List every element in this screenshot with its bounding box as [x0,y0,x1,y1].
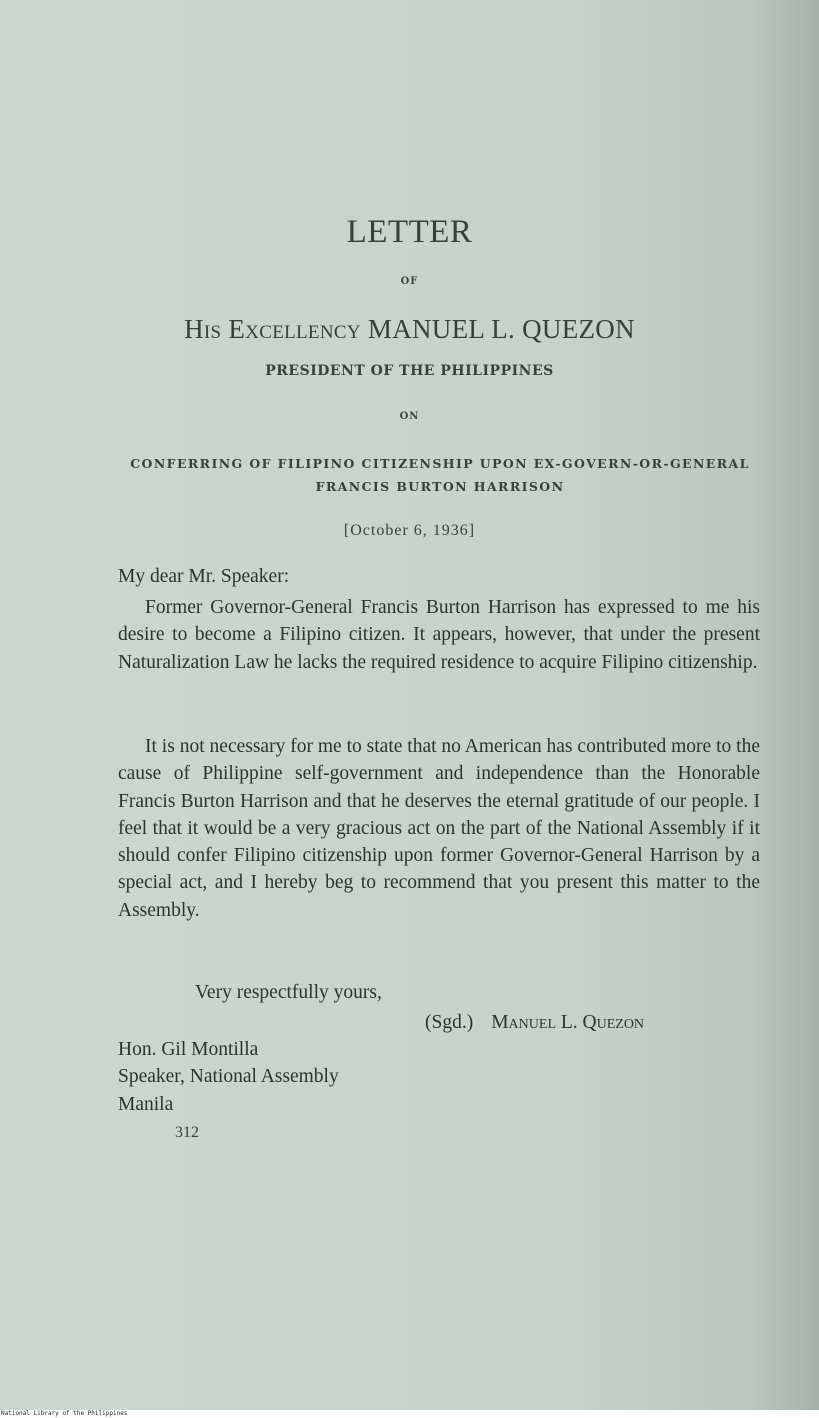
salutation: My dear Mr. Speaker: [118,566,290,587]
of-label: OF [400,276,419,287]
addressee-city: Manila [118,1093,174,1115]
author-name: His Excellency MANUEL L. QUEZON [184,314,635,344]
on-label: ON [399,411,420,422]
addressee-title: Speaker, National Assembly [118,1066,339,1088]
signature-name: Manuel L. Quezon [491,1012,645,1033]
letter-date: [October 6, 1936] [343,522,476,539]
letter-subject: CONFERRING OF FILIPINO CITIZENSHIP UPON EX-GOVERN-OR-GENERAL FRANCIS BURTON HARRISON [130,456,750,494]
body-paragraph: It is not necessary for me to state that no American has contributed more to the cause of Philippine self-government and independence than the Honorable Francis Burton Harrison and that he deserves the eternal gratitude of our people. I feel that it would be a very gracious act on the part of the National Assembly if it should confer Filipino citizenship upon former Governor-General Harrison by a special act, and I hereby beg to recommend that you present this matter to the Assembly. [118,736,760,921]
footer-credit: National Library of the Philippines [1,1410,128,1417]
body-paragraph: Former Governor-General Francis Burton Harrison has expressed to me his desire to become a Filipino citizen. It appears, however, that under the present Naturalization Law he lacks the required residence to acquire Filipino citizenship. [118,597,760,673]
document-title: LETTER [346,214,473,250]
addressee-block [118,1036,339,1118]
closing: Very respectfully yours, [195,982,382,1003]
signature-prefix: (Sgd.) [425,1012,474,1033]
addressee-name: Hon. Gil Montilla [118,1039,259,1060]
page-number: 312 [175,1124,199,1141]
signature [425,1012,644,1034]
author-position: PRESIDENT OF THE PHILIPPINES [265,363,554,379]
